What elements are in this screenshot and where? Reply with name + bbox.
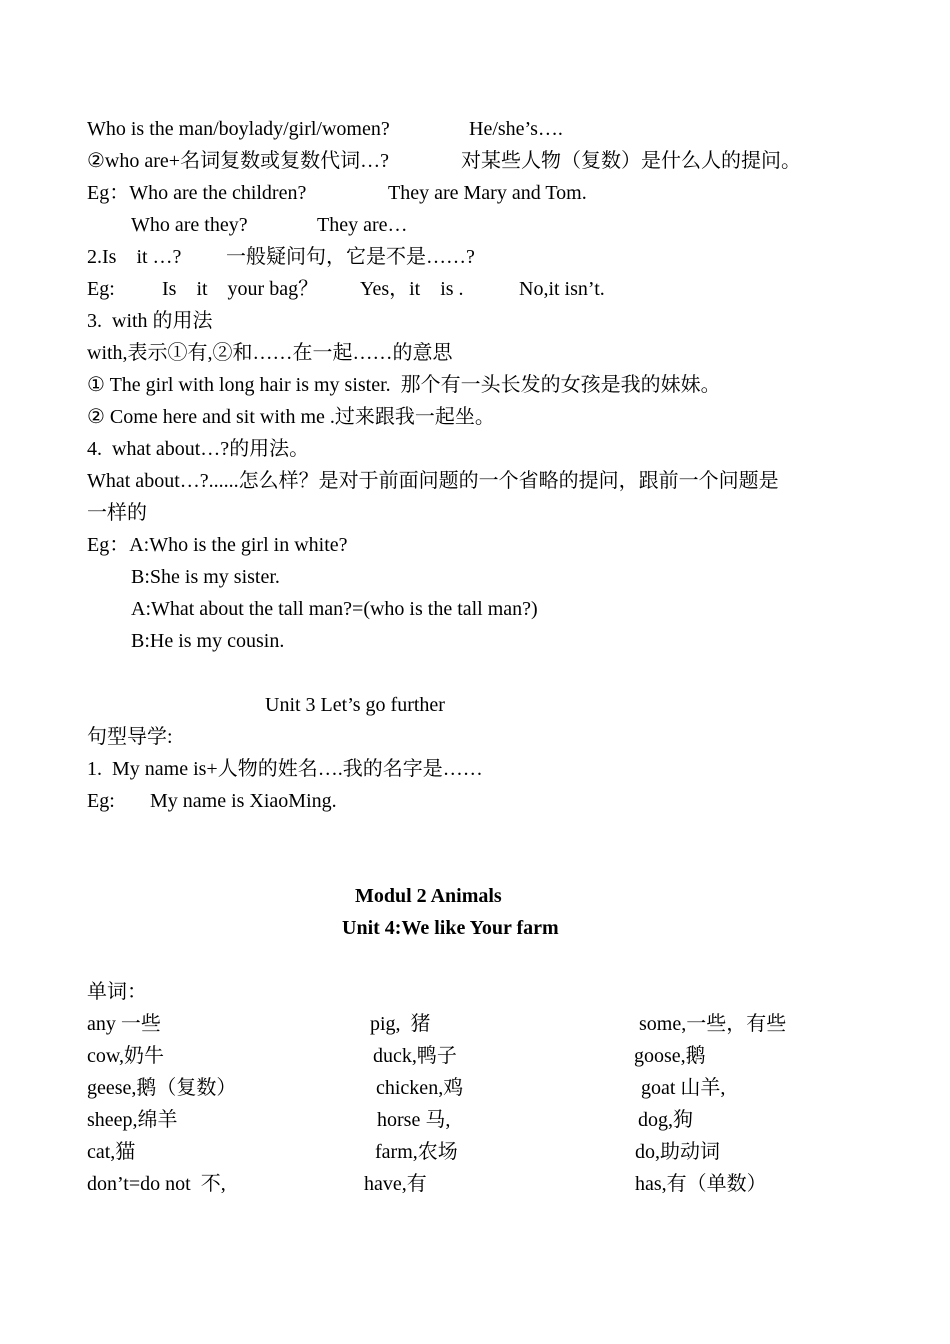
text-line: 1. My name is+人物的姓名….我的名字是…… [87,758,483,780]
vocab-item: geese,鹅（复数） [87,1077,237,1099]
vocab-item: cow,奶牛 [87,1045,165,1067]
text-line: Eg：A:Who is the girl in white? [87,534,348,556]
text-line: 句型导学: [87,726,173,748]
vocab-item: sheep,绵羊 [87,1109,178,1131]
vocab-item: pig, 猪 [370,1013,431,1035]
vocab-item: have,有 [364,1173,427,1195]
vocab-item: chicken,鸡 [376,1077,464,1099]
text-line: Eg: [87,790,115,812]
vocab-item: some,一些，有些 [639,1013,787,1035]
vocab-label: 单词： [87,981,147,1003]
text-line: Who is the man/boylady/girl/women? [87,118,390,140]
vocab-item: cat,猫 [87,1141,136,1163]
text-line: Eg: [87,278,115,300]
text-line: Eg：Who are the children? [87,182,307,204]
unit-title: Unit 3 Let’s go further [265,694,445,716]
text-line: Yes，it is . [360,278,464,300]
section-heading: 3. with 的用法 [87,310,213,332]
text-line: ① The girl with long hair is my sister. 那个有一头长发的女孩是我的妹妹。 [87,374,721,396]
vocab-item: dog,狗 [638,1109,693,1131]
vocab-item: farm,农场 [375,1141,458,1163]
text-line: B:She is my sister. [131,566,280,588]
text-line: B:He is my cousin. [131,630,285,652]
text-line: 对某些人物（复数）是什么人的提问。 [461,150,801,172]
vocab-item: goat 山羊, [641,1077,726,1099]
vocab-item: any 一些 [87,1013,161,1035]
text-line: Who are they? [131,214,248,236]
unit-title: Unit 4:We like Your farm [342,917,559,939]
text-line: 一般疑问句，它是不是……? [226,246,475,268]
text-line: ②who are+名词复数或复数代词…? [87,150,389,172]
vocab-item: do,助动词 [635,1141,720,1163]
vocab-item: horse 马, [377,1109,451,1131]
text-line: They are Mary and Tom. [388,182,587,204]
text-line: What about…?......怎么样？是对于前面问题的一个省略的提问，跟前一个问题是 [87,470,779,492]
text-line: Is it your bag？ [162,278,319,300]
vocab-item: duck,鸭子 [373,1045,457,1067]
module-title: Modul 2 Animals [355,885,502,907]
text-line: A:What about the tall man?=(who is the tall man?) [131,598,538,620]
text-line: My name is XiaoMing. [150,790,337,812]
section-heading: 4. what about…?的用法。 [87,438,310,460]
text-line: No,it isn’t. [519,278,605,300]
text-line: with,表示①有,②和……在一起……的意思 [87,342,453,364]
vocab-item: goose,鹅 [634,1045,706,1067]
text-line: 一样的 [87,502,147,524]
text-line: 2.Is it …? [87,246,182,268]
vocab-item: has,有（单数） [635,1173,767,1195]
text-line: They are… [317,214,408,236]
text-line: He/she’s…. [469,118,563,140]
vocab-item: don’t=do not 不, [87,1173,226,1195]
text-line: ② Come here and sit with me .过来跟我一起坐。 [87,406,495,428]
